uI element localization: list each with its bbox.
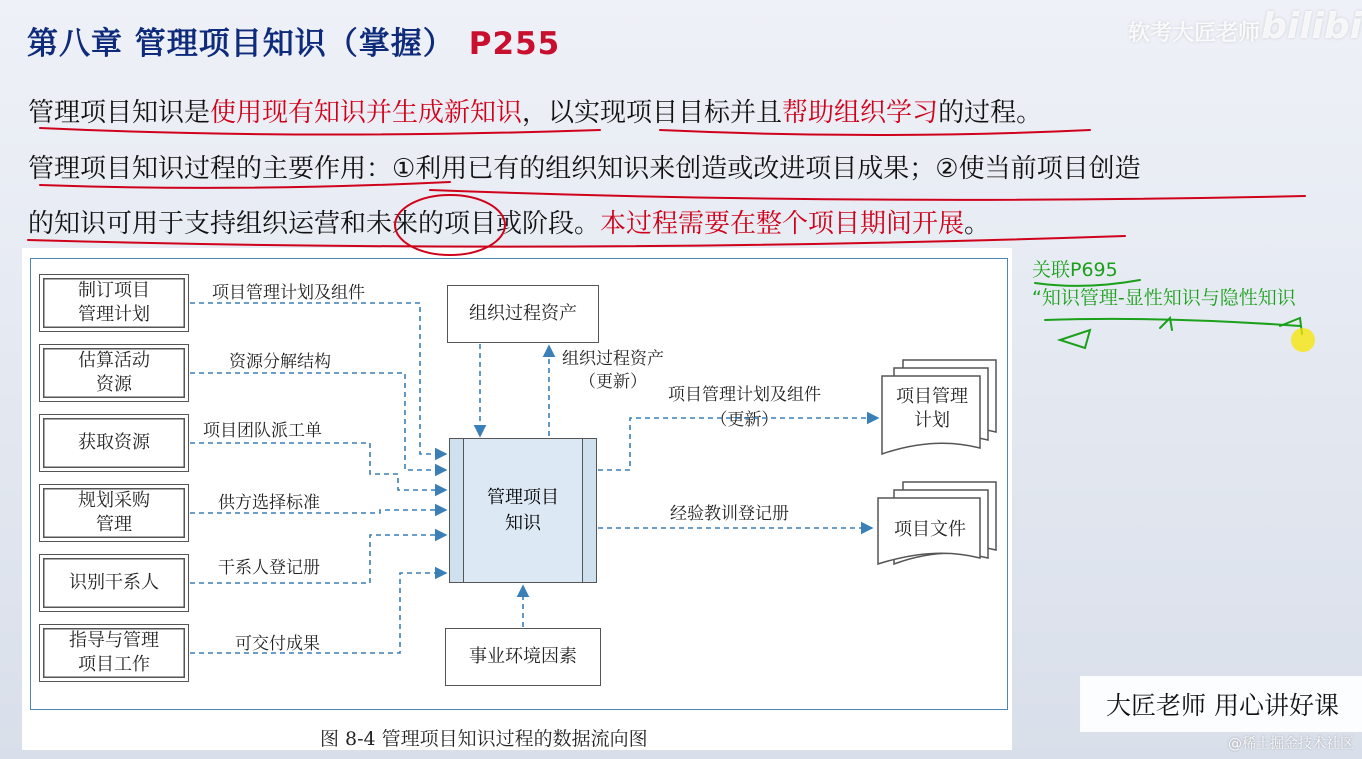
chapter-title: 第八章 管理项目知识（掌握） (27, 26, 455, 62)
output-label: 项目文件 (894, 518, 966, 540)
flow-label-plan-components: 项目管理计划及组件 (212, 283, 365, 303)
text-segment: 。 (964, 209, 991, 239)
output-label: 项目管理 计划 (896, 385, 968, 431)
text-segment: 的过程。 (938, 98, 1043, 128)
related-note-ref: 关联P695 (1032, 259, 1118, 281)
input-label: 制订项目 管理计划 (78, 279, 150, 325)
flow-label-seller-criteria: 供方选择标准 (218, 493, 320, 513)
input-label: 获取资源 (78, 431, 150, 453)
flow-label-opa-updates: 组织过程资产 （更新） (562, 349, 664, 392)
flow-label-team-assignments: 项目团队派工单 (203, 421, 322, 441)
process-label: 管理项目 知识 (463, 439, 583, 582)
highlight-segment: 帮助组织学习 (782, 98, 939, 128)
flow-label-lessons-learned: 经验教训登记册 (670, 504, 789, 524)
text-segment: 的知识可用于支持组织运营和未来的项目或阶段。 (28, 209, 601, 239)
juejin-watermark: @稀土掘金技术社区 (1228, 736, 1354, 752)
highlight-segment: 本过程需要在整个项目期间开展 (600, 209, 965, 239)
related-note-topic: “知识管理-显性知识与隐性知识 (1032, 287, 1296, 309)
input-label: 指导与管理 项目工作 (69, 629, 159, 675)
box-label: 组织过程资产 (469, 302, 577, 324)
box-label: 事业环境因素 (469, 645, 577, 667)
figure-caption: 图 8-4 管理项目知识过程的数据流向图 (320, 728, 648, 750)
bilibili-logo: bilibi (1261, 6, 1362, 47)
input-label: 估算活动 资源 (78, 349, 150, 395)
flow-label-plan-updates: 项目管理计划及组件 （更新） (668, 385, 821, 430)
flow-label-deliverables: 可交付成果 (235, 634, 320, 654)
input-label: 规划采购 管理 (78, 489, 150, 535)
text-segment: ，以实现项目目标并且 (522, 98, 783, 128)
author-watermark: 软考大匠老师 (1127, 21, 1260, 46)
page-reference: P255 (468, 26, 561, 62)
teacher-slogan-banner: 大匠老师 用心讲好课 (1080, 676, 1362, 732)
purpose-line-1: 管理项目知识过程的主要作用：①利用已有的组织知识来创造或改进项目成果；②使当前项目创造 (28, 154, 1141, 184)
highlight-segment: 使用现有知识并生成新知识 (210, 98, 523, 128)
input-label: 识别干系人 (69, 571, 159, 593)
flow-label-rbs: 资源分解结构 (229, 352, 331, 372)
text-segment: 管理项目知识是 (28, 98, 211, 128)
flow-label-stakeholder-register: 干系人登记册 (218, 558, 320, 578)
